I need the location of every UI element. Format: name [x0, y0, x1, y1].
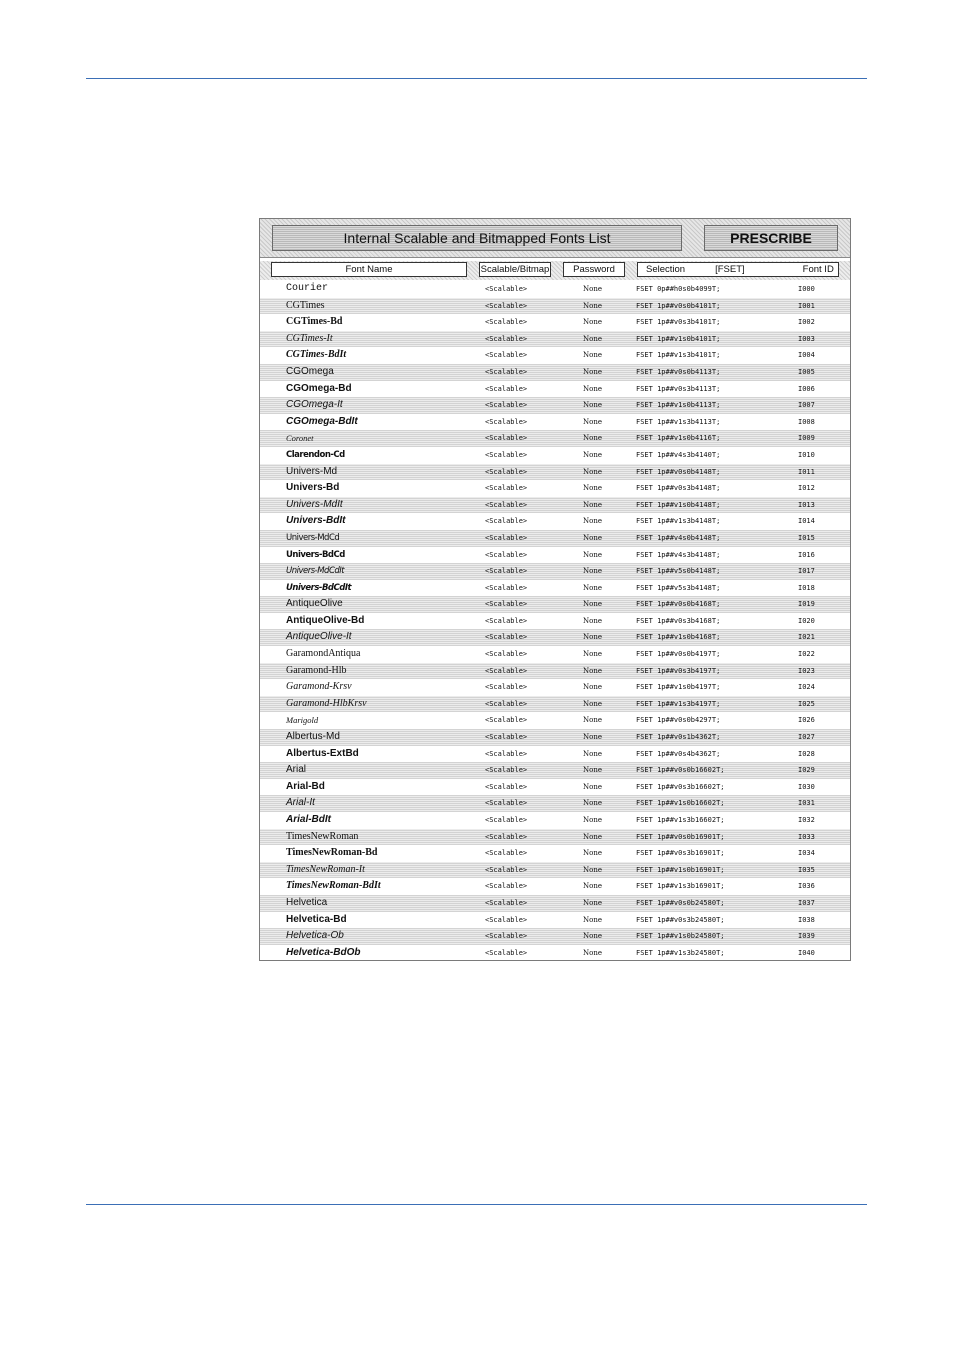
font-name-cell: Garamond-Hlb: [286, 664, 347, 676]
password-cell: None: [583, 600, 602, 609]
font-name-cell: AntiqueOlive-It: [286, 631, 352, 643]
selection-cell: FSET 1p##v1s3b4101T;: [636, 351, 721, 360]
password-cell: None: [583, 898, 602, 907]
password-cell: None: [583, 417, 602, 426]
table-row: [260, 563, 850, 580]
scalable-cell: <Scalable>: [485, 865, 528, 874]
password-cell: None: [583, 683, 602, 692]
table-row: [260, 430, 850, 447]
font-id-cell: I026: [798, 716, 815, 725]
password-cell: None: [583, 301, 602, 310]
font-id-cell: I030: [798, 782, 815, 791]
scalable-cell: <Scalable>: [485, 334, 528, 343]
font-name-cell: Garamond-HlbKrsv: [286, 697, 367, 709]
font-id-cell: I004: [798, 351, 815, 360]
font-id-cell: I007: [798, 401, 815, 410]
font-id-cell: I012: [798, 484, 815, 493]
table-row: [260, 762, 850, 779]
table-row: [260, 314, 850, 331]
scalable-cell: <Scalable>: [485, 948, 528, 957]
password-cell: None: [583, 500, 602, 509]
font-name-cell: TimesNewRoman-BdIt: [286, 880, 381, 892]
column-header-font-id: Font ID: [802, 264, 834, 275]
font-id-cell: I006: [798, 384, 815, 393]
font-id-cell: I024: [798, 683, 815, 692]
font-name-cell: TimesNewRoman: [286, 830, 359, 842]
table-row: [260, 480, 850, 497]
password-cell: None: [583, 351, 602, 360]
password-cell: None: [583, 932, 602, 941]
font-id-cell: I033: [798, 832, 815, 841]
font-id-cell: I018: [798, 583, 815, 592]
font-name-cell: Clarendon-Cd: [286, 449, 345, 460]
font-id-cell: I010: [798, 450, 815, 459]
font-name-cell: Arial-Bd: [286, 780, 325, 792]
selection-cell: FSET 1p##v1s0b4168T;: [636, 633, 721, 642]
selection-cell: FSET 1p##v1s0b4197T;: [636, 683, 721, 692]
font-id-cell: I032: [798, 816, 815, 824]
table-row: [260, 779, 850, 796]
table-row: [260, 331, 850, 348]
table-row: [260, 464, 850, 481]
font-id-cell: I036: [798, 882, 815, 891]
password-cell: None: [583, 467, 602, 476]
font-name-cell: CGTimes-It: [286, 332, 333, 344]
column-header-password: Password: [563, 262, 625, 277]
font-id-cell: I034: [798, 849, 815, 858]
table-row: [260, 513, 850, 530]
selection-cell: FSET 1p##v0s0b4101T;: [636, 301, 721, 310]
table-row: [260, 629, 850, 646]
font-id-cell: I025: [798, 699, 815, 708]
table-row: [260, 746, 850, 763]
scalable-cell: <Scalable>: [485, 450, 528, 459]
scalable-cell: <Scalable>: [485, 567, 528, 576]
scalable-cell: <Scalable>: [485, 484, 528, 493]
password-cell: None: [583, 517, 602, 526]
font-name-cell: TimesNewRoman-Bd: [286, 847, 378, 859]
font-name-cell: Univers-BdIt: [286, 515, 346, 527]
scalable-cell: <Scalable>: [485, 616, 528, 625]
selection-cell: FSET 1p##v0s0b4168T;: [636, 600, 721, 609]
font-name-cell: CGTimes: [286, 299, 325, 311]
font-name-cell: Univers-Bd: [286, 482, 340, 494]
password-cell: None: [583, 716, 602, 725]
table-row: [260, 696, 850, 713]
font-name-cell: Univers-MdCd: [286, 532, 340, 543]
table-row: [260, 397, 850, 414]
font-name-cell: Univers-BdCdIt: [286, 582, 352, 593]
selection-cell: FSET 1p##v1s3b4148T;: [636, 517, 721, 526]
selection-cell: FSET 1p##v0s0b24580T;: [636, 898, 725, 907]
selection-cell: FSET 1p##v0s0b16602T;: [636, 766, 725, 775]
selection-cell: FSET 1p##v0s1b4362T;: [636, 733, 721, 742]
selection-cell: FSET 1p##v1s0b16602T;: [636, 799, 725, 808]
selection-cell: FSET 1p##v0s3b4168T;: [636, 616, 721, 625]
font-id-cell: I001: [798, 301, 815, 310]
font-id-cell: I017: [798, 567, 815, 576]
column-header-selection: [637, 262, 839, 277]
font-name-cell: Univers-MdIt: [286, 498, 343, 510]
scalable-cell: <Scalable>: [485, 500, 528, 509]
font-id-cell: I039: [798, 932, 815, 941]
table-row: [260, 547, 850, 564]
font-id-cell: I002: [798, 318, 815, 327]
scalable-cell: <Scalable>: [485, 816, 528, 824]
selection-cell: FSET 1p##v0s3b4113T;: [636, 384, 721, 393]
scalable-cell: <Scalable>: [485, 351, 528, 360]
scalable-cell: <Scalable>: [485, 401, 528, 410]
font-id-cell: I031: [798, 799, 815, 808]
selection-cell: FSET 1p##v0s0b16901T;: [636, 832, 725, 841]
scalable-cell: <Scalable>: [485, 384, 528, 393]
font-id-cell: I003: [798, 334, 815, 343]
scalable-cell: <Scalable>: [485, 683, 528, 692]
table-row: [260, 845, 850, 862]
font-name-cell: Univers-Md: [286, 465, 338, 477]
password-cell: None: [583, 782, 602, 791]
font-id-cell: I008: [798, 417, 815, 426]
column-header-scalable: Scalable/Bitmap: [480, 264, 550, 275]
column-header-selection-label: Selection: [646, 264, 686, 275]
password-cell: None: [583, 484, 602, 493]
selection-cell: FSET 1p##v0s0b4197T;: [636, 650, 721, 659]
table-row: [260, 829, 850, 846]
font-name-cell: Helvetica: [286, 896, 328, 908]
font-name-cell: Arial-BdIt: [286, 814, 331, 825]
selection-cell: FSET 1p##v4s3b4148T;: [636, 550, 721, 559]
password-cell: None: [583, 666, 602, 675]
scalable-cell: <Scalable>: [485, 832, 528, 841]
password-cell: None: [583, 384, 602, 393]
font-id-cell: I014: [798, 517, 815, 526]
selection-cell: FSET 1p##v5s0b4148T;: [636, 567, 721, 576]
selection-cell: FSET 1p##v0s3b4197T;: [636, 666, 721, 675]
scalable-cell: <Scalable>: [485, 749, 528, 758]
font-name-cell: Albertus-Md: [286, 731, 340, 743]
table-row: [260, 679, 850, 696]
scalable-cell: <Scalable>: [485, 716, 528, 725]
table-row: [260, 862, 850, 879]
scalable-cell: <Scalable>: [485, 898, 528, 907]
table-row: [260, 447, 850, 464]
password-cell: None: [583, 915, 602, 924]
password-cell: None: [583, 367, 602, 376]
selection-cell: FSET 1p##v1s3b24580T;: [636, 948, 725, 957]
selection-cell: FSET 1p##v1s0b16901T;: [636, 865, 725, 874]
password-cell: None: [583, 882, 602, 891]
scalable-cell: <Scalable>: [485, 849, 528, 858]
password-cell: None: [583, 849, 602, 858]
scalable-cell: <Scalable>: [485, 699, 528, 708]
column-header-row: [260, 261, 850, 280]
font-name-cell: Arial: [286, 764, 307, 776]
fonts-list-sheet: [259, 218, 851, 961]
scalable-cell: <Scalable>: [485, 533, 528, 542]
password-cell: None: [583, 616, 602, 625]
font-id-cell: I029: [798, 766, 815, 775]
scalable-cell: <Scalable>: [485, 301, 528, 310]
table-row: [260, 364, 850, 381]
font-id-cell: I009: [798, 434, 815, 443]
table-row: [260, 729, 850, 746]
font-id-cell: I005: [798, 367, 815, 376]
password-cell: None: [583, 749, 602, 758]
font-name-cell: Albertus-ExtBd: [286, 747, 359, 759]
scalable-cell: <Scalable>: [485, 318, 528, 327]
password-cell: None: [583, 450, 602, 459]
column-header-fset: [FSET]: [715, 264, 745, 275]
font-name-cell: Courier: [286, 283, 329, 294]
font-id-cell: I016: [798, 550, 815, 559]
selection-cell: FSET 1p##v1s0b4101T;: [636, 334, 721, 343]
password-cell: None: [583, 766, 602, 775]
table-row: [260, 381, 850, 398]
font-id-cell: I015: [798, 533, 815, 542]
selection-cell: FSET 1p##v0s3b24580T;: [636, 915, 725, 924]
selection-cell: FSET 1p##v0s3b4148T;: [636, 484, 721, 493]
password-cell: None: [583, 816, 602, 824]
table-row: [260, 795, 850, 812]
table-row: [260, 497, 850, 514]
selection-cell: FSET 1p##v5s3b4148T;: [636, 583, 721, 592]
font-name-cell: TimesNewRoman-It: [286, 863, 365, 875]
sheet-banner: [260, 219, 850, 258]
font-id-cell: I028: [798, 749, 815, 758]
selection-cell: FSET 1p##v0s4b4362T;: [636, 749, 721, 758]
font-id-cell: I019: [798, 600, 815, 609]
font-name-cell: CGOmega-It: [286, 399, 343, 411]
column-header-font-name: Font Name: [271, 262, 467, 277]
scalable-cell: <Scalable>: [485, 633, 528, 642]
password-cell: None: [583, 650, 602, 659]
password-cell: None: [583, 865, 602, 874]
font-id-cell: I038: [798, 915, 815, 924]
password-cell: None: [583, 533, 602, 542]
scalable-cell: <Scalable>: [485, 733, 528, 742]
password-cell: None: [583, 832, 602, 841]
font-name-cell: CGTimes-Bd: [286, 316, 343, 328]
header-rule: [86, 78, 867, 79]
selection-cell: FSET 1p##v4s3b4140T;: [636, 450, 721, 459]
table-row: [260, 878, 850, 895]
selection-cell: FSET 1p##v0s0b4297T;: [636, 716, 721, 725]
selection-cell: FSET 1p##v0s3b16901T;: [636, 849, 725, 858]
scalable-cell: <Scalable>: [485, 550, 528, 559]
selection-cell: FSET 1p##v4s0b4148T;: [636, 533, 721, 542]
font-name-cell: AntiqueOlive: [286, 598, 343, 610]
selection-cell: FSET 1p##v1s0b4116T;: [636, 434, 721, 443]
font-id-cell: I020: [798, 616, 815, 625]
scalable-cell: <Scalable>: [485, 666, 528, 675]
font-id-cell: I022: [798, 650, 815, 659]
font-id-cell: I037: [798, 898, 815, 907]
font-id-cell: I011: [798, 467, 815, 476]
scalable-cell: <Scalable>: [485, 583, 528, 592]
password-cell: None: [583, 799, 602, 808]
font-name-cell: Arial-It: [286, 797, 315, 809]
font-id-cell: I023: [798, 666, 815, 675]
scalable-cell: <Scalable>: [485, 915, 528, 924]
password-cell: None: [583, 401, 602, 410]
font-name-cell: Marigold: [286, 715, 319, 726]
password-cell: None: [583, 733, 602, 742]
font-name-cell: Helvetica-Bd: [286, 913, 347, 925]
table-row: [260, 928, 850, 945]
font-name-cell: Univers-BdCd: [286, 549, 345, 560]
font-name-cell: Coronet: [286, 433, 314, 444]
footer-rule: [86, 1204, 867, 1205]
table-row: [260, 281, 850, 298]
scalable-cell: <Scalable>: [485, 285, 528, 293]
font-name-cell: Univers-MdCdIt: [286, 566, 345, 577]
table-row: [260, 895, 850, 912]
password-cell: None: [583, 434, 602, 443]
table-row: [260, 945, 850, 962]
selection-cell: FSET 1p##v1s3b4113T;: [636, 417, 721, 426]
table-row: [260, 912, 850, 929]
password-cell: None: [583, 550, 602, 559]
font-name-cell: CGOmega-BdIt: [286, 415, 358, 427]
table-row: [260, 596, 850, 613]
scalable-cell: <Scalable>: [485, 600, 528, 609]
selection-cell: FSET 1p##v1s0b24580T;: [636, 932, 725, 941]
selection-cell: FSET 1p##v0s0b4148T;: [636, 467, 721, 476]
scalable-cell: <Scalable>: [485, 367, 528, 376]
table-row: [260, 298, 850, 315]
table-row: [260, 580, 850, 597]
table-row: [260, 414, 850, 431]
font-id-cell: I035: [798, 865, 815, 874]
selection-cell: FSET 1p##v1s3b4197T;: [636, 699, 721, 708]
table-row: [260, 613, 850, 630]
font-name-cell: Helvetica-Ob: [286, 930, 344, 942]
selection-cell: FSET 1p##v0s3b4101T;: [636, 318, 721, 327]
font-name-cell: AntiqueOlive-Bd: [286, 614, 365, 626]
font-id-cell: I013: [798, 500, 815, 509]
password-cell: None: [583, 567, 602, 576]
table-row: [260, 347, 850, 364]
font-id-cell: I040: [798, 948, 815, 957]
scalable-cell: <Scalable>: [485, 799, 528, 808]
selection-cell: FSET 1p##v1s3b16602T;: [636, 816, 725, 824]
password-cell: None: [583, 948, 602, 957]
password-cell: None: [583, 318, 602, 327]
prescribe-label: PRESCRIBE: [704, 225, 838, 251]
table-row: [260, 712, 850, 729]
selection-cell: FSET 1p##v1s0b4148T;: [636, 500, 721, 509]
scalable-cell: <Scalable>: [485, 517, 528, 526]
scalable-cell: <Scalable>: [485, 417, 528, 426]
selection-cell: FSET 1p##v1s3b16901T;: [636, 882, 725, 891]
selection-cell: FSET 1p##v0s3b16602T;: [636, 782, 725, 791]
password-cell: None: [583, 633, 602, 642]
font-id-cell: I000: [798, 285, 815, 293]
font-rows: [260, 281, 850, 961]
table-row: [260, 663, 850, 680]
sheet-title: Internal Scalable and Bitmapped Fonts List: [272, 225, 682, 251]
table-row: [260, 530, 850, 547]
scalable-cell: <Scalable>: [485, 882, 528, 891]
scalable-cell: <Scalable>: [485, 766, 528, 775]
password-cell: None: [583, 583, 602, 592]
scalable-cell: <Scalable>: [485, 782, 528, 791]
scalable-cell: <Scalable>: [485, 932, 528, 941]
table-row: [260, 812, 850, 829]
scalable-cell: <Scalable>: [485, 434, 528, 443]
font-name-cell: CGOmega-Bd: [286, 382, 352, 394]
scalable-cell: <Scalable>: [485, 650, 528, 659]
font-id-cell: I021: [798, 633, 815, 642]
password-cell: None: [583, 334, 602, 343]
font-name-cell: CGOmega: [286, 365, 334, 377]
table-row: [260, 646, 850, 663]
font-name-cell: GaramondAntiqua: [286, 648, 361, 660]
font-name-cell: Helvetica-BdOb: [286, 946, 361, 958]
selection-cell: FSET 1p##v1s0b4113T;: [636, 401, 721, 410]
selection-cell: FSET 1p##v0s0b4113T;: [636, 367, 721, 376]
font-name-cell: Garamond-Krsv: [286, 681, 352, 693]
font-id-cell: I027: [798, 733, 815, 742]
password-cell: None: [583, 699, 602, 708]
selection-cell: FSET 0p##h0s0b4099T;: [636, 285, 721, 293]
password-cell: None: [583, 285, 602, 293]
scalable-cell: <Scalable>: [485, 467, 528, 476]
font-name-cell: CGTimes-BdIt: [286, 349, 347, 361]
